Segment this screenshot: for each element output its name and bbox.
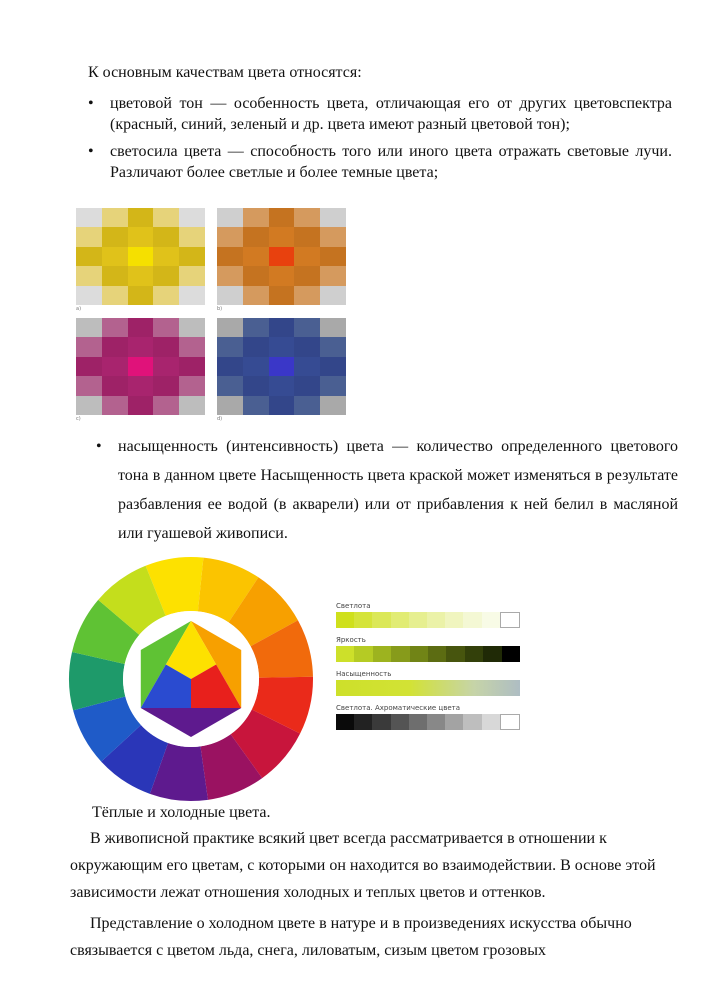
scale-cell [336,612,354,628]
swatch-cell [294,247,320,266]
scale-cell [410,646,428,662]
swatch-cell [102,266,128,285]
bullet-dot-icon: • [88,95,94,112]
swatch-cell [243,396,269,415]
swatch-cell [102,376,128,395]
scale-cell [391,714,409,730]
scale-cell [354,612,372,628]
bullet-list-saturation [92,432,678,554]
swatch-cell [153,396,179,415]
section-title: Тёплые и холодные цвета. [92,804,271,821]
scale-cell [427,714,445,730]
swatch-cell [243,286,269,305]
swatch-cell [294,337,320,356]
swatch-cell [179,337,205,356]
scale-group [336,668,520,696]
swatch-mosaic [76,208,205,305]
swatch-cell [217,208,243,227]
scale-cell [354,646,372,662]
swatch-cell [294,396,320,415]
scale-cell [482,714,500,730]
swatch-cell [102,247,128,266]
color-scales [336,600,520,736]
bullet-dot-icon: • [96,438,102,455]
swatch-cell [294,357,320,376]
scale-cell [445,714,463,730]
swatch-cell [76,376,102,395]
scale-row [336,646,520,662]
swatch-cell [102,357,128,376]
swatch-cell [128,266,154,285]
swatch-cell [269,208,295,227]
swatch-cell [128,247,154,266]
swatch-cell [153,227,179,246]
bullet-dot-icon: • [88,143,94,160]
scale-label: Яркость [336,636,366,644]
scale-row [336,612,520,628]
bullet-saturation [92,432,678,548]
swatch-mosaic [76,318,205,415]
scale-cell [372,714,390,730]
bullet-text: насыщенность (интенсивность) цвета — количество определенного цветового тона в данном цвете Насыщенность цвета краской может изменяться в результате разбавления ее водой (в акварели) или от прибавления к ней белил в масляной или гуашевой живописи. [118,438,678,542]
color-wheel [68,556,314,802]
swatch-cell [217,286,243,305]
swatch-mosaic [217,208,346,305]
swatch-cell [76,266,102,285]
scale-cell [445,612,463,628]
swatch-cell [128,208,154,227]
scale-cell [427,612,445,628]
scale-cell [482,612,500,628]
swatch-cell [320,266,346,285]
swatch-cell [320,318,346,337]
paragraph-2: Представление о холодном цвете в натуре и в произведениях искусства обычно связывается с цветом льда, снега, лиловатым, сизым цветом грозовых [70,915,632,959]
swatch-cell [269,247,295,266]
swatch-cell [217,376,243,395]
swatch-cell [269,396,295,415]
swatch-cell [179,208,205,227]
swatch-cell [153,337,179,356]
scale-cell [465,646,483,662]
swatch-cell [243,247,269,266]
swatch-cell [128,396,154,415]
scale-group [336,600,520,628]
swatch-cell [128,357,154,376]
swatch-cell [153,318,179,337]
scale-cell [391,646,409,662]
swatch-cell [76,357,102,376]
bullet-list-top [86,93,672,189]
swatch-cell [128,337,154,356]
swatch-cell [269,318,295,337]
swatch-cell [269,227,295,246]
scale-cell [409,714,427,730]
swatch-cell [294,286,320,305]
scale-label: Светлота. Ахроматические цвета [336,704,460,712]
intro-line: К основным качествам цвета относятся: [88,64,362,81]
swatch-cell [217,357,243,376]
scale-cell [391,612,409,628]
swatch-cell [153,208,179,227]
saturation-bar [336,680,520,696]
swatch-cell [217,318,243,337]
scale-cell [409,612,427,628]
swatch-cell [269,357,295,376]
swatch-cell [179,376,205,395]
swatch-cell [76,208,102,227]
swatch-cell [320,286,346,305]
swatch-cell [217,266,243,285]
swatch-cell [294,266,320,285]
swatch-cell [320,357,346,376]
swatch-cell [320,208,346,227]
swatch-label: d) [217,416,223,422]
bullet-text: цветовой тон — особенность цвета, отличающая его от других цветовспектра (красный, синий, зеленый и др. цвета имеют разный цветовой тон); [110,95,672,133]
swatch-cell [269,337,295,356]
swatch-cell [76,286,102,305]
swatch-cell [243,376,269,395]
paragraph-1: В живописной практике всякий цвет всегда рассматривается в отношении к окружающим его цветам, с которыми он находится во взаимодействии. В основе этой зависимости лежат отношения холодных и теплых цветов и оттенков. [70,830,656,901]
swatch-cell [294,227,320,246]
scale-cell [463,612,481,628]
swatch-cell [76,227,102,246]
swatch-cell [153,247,179,266]
swatch-cell [243,337,269,356]
bullet-hue [86,93,672,135]
swatch-cell [76,247,102,266]
swatch-cell [217,396,243,415]
swatch-cell [128,318,154,337]
scale-cell [354,714,372,730]
swatch-cell [102,318,128,337]
swatch-cell [243,266,269,285]
swatch-cell [294,318,320,337]
swatch-cell [217,337,243,356]
swatch-cell [269,376,295,395]
swatch-cell [102,337,128,356]
scale-group [336,634,520,662]
swatch-cell [179,286,205,305]
swatch-label: c) [76,416,81,422]
swatch-cell [102,396,128,415]
swatch-cell [76,396,102,415]
swatch-cell [153,266,179,285]
color-swatch-grid [76,208,348,423]
swatch-cell [294,208,320,227]
scale-cell [463,714,481,730]
scale-cell [428,646,446,662]
swatch-cell [320,227,346,246]
swatch-cell [179,318,205,337]
swatch-cell [320,396,346,415]
warm-cold-section [70,802,670,964]
scale-cell [500,612,520,628]
swatch-cell [179,357,205,376]
swatch-cell [217,227,243,246]
swatch-cell [128,227,154,246]
scale-cell [502,646,520,662]
swatch-label: a) [76,306,82,312]
swatch-label: b) [217,306,223,312]
bullet-lightness [86,141,672,183]
scale-group [336,702,520,730]
swatch-cell [320,376,346,395]
swatch-cell [179,227,205,246]
scale-cell [372,612,390,628]
swatch-cell [243,227,269,246]
swatch-cell [320,247,346,266]
swatch-cell [179,247,205,266]
swatch-cell [179,396,205,415]
bullet-text: светосила цвета — способность того или иного цвета отражать световые лучи. Различают более светлые и более темные цвета; [110,143,672,181]
swatch-cell [128,376,154,395]
swatch-cell [102,208,128,227]
scale-cell [446,646,464,662]
swatch-cell [102,286,128,305]
scale-cell [500,714,520,730]
scale-cell [373,646,391,662]
swatch-cell [217,247,243,266]
scale-label: Насыщенность [336,670,392,678]
swatch-cell [153,357,179,376]
swatch-cell [243,357,269,376]
scale-cell [336,646,354,662]
scale-cell [336,714,354,730]
swatch-cell [269,286,295,305]
swatch-mosaic [217,318,346,415]
scale-label: Светлота [336,602,371,610]
swatch-cell [243,208,269,227]
swatch-cell [102,227,128,246]
swatch-cell [76,337,102,356]
swatch-cell [153,376,179,395]
scale-cell [483,646,501,662]
swatch-cell [294,376,320,395]
swatch-cell [243,318,269,337]
swatch-cell [269,266,295,285]
swatch-cell [153,286,179,305]
swatch-cell [320,337,346,356]
swatch-cell [128,286,154,305]
swatch-cell [76,318,102,337]
swatch-cell [179,266,205,285]
scale-row [336,714,520,730]
